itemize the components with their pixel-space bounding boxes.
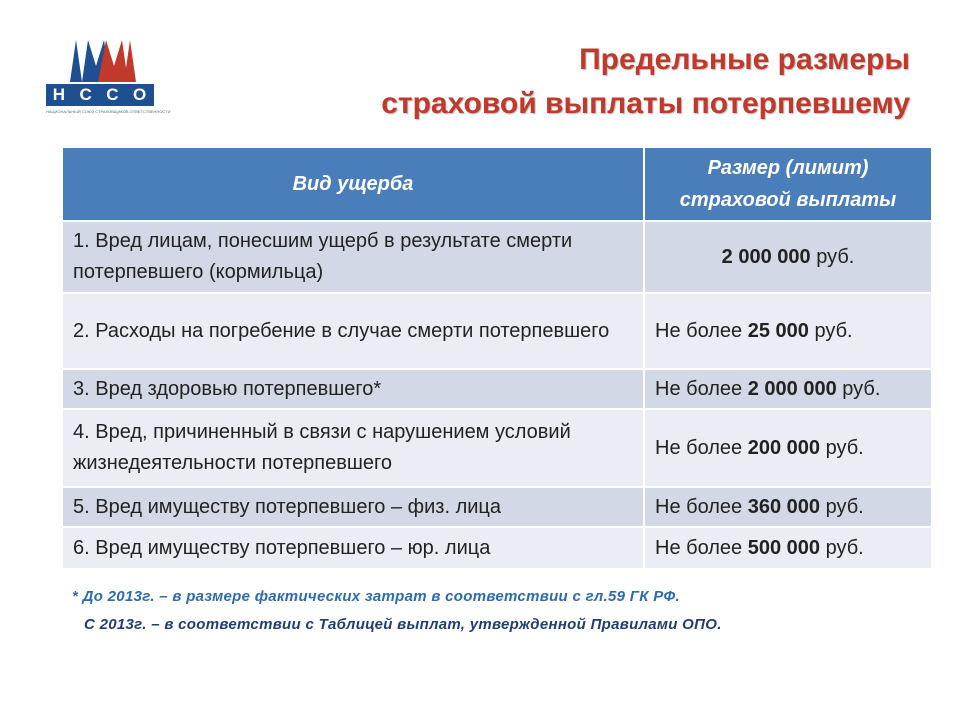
- limit-suffix: руб.: [820, 536, 864, 559]
- limit-prefix: Не более: [655, 319, 748, 342]
- damage-type-cell: 2. Расходы на погребение в случае смерти потерпевшего: [62, 293, 644, 369]
- limit-suffix: руб.: [836, 377, 881, 400]
- limit-prefix: Не более: [655, 377, 748, 400]
- table-row: [62, 221, 932, 293]
- limit-cell: [644, 369, 932, 409]
- table-row: [62, 409, 932, 487]
- damage-type-cell: 4. Вред, причиненный в связи с нарушением условий жизнедеятельности потерпевшего: [62, 409, 644, 487]
- logo-tagline: НАЦИОНАЛЬНЫЙ СОЮЗ СТРАХОВЩИКОВ ОТВЕТСТВЕННОСТИ: [46, 109, 171, 114]
- limit-amount: 25 000: [747, 319, 809, 342]
- page-title: [381, 38, 910, 126]
- title-line-2: страховой выплаты потерпевшему: [381, 87, 910, 120]
- limit-cell: [644, 527, 932, 569]
- limit-prefix: Не более: [655, 495, 748, 518]
- limit-amount: 500 000: [747, 536, 821, 559]
- limit-amount: 360 000: [747, 495, 821, 518]
- logo-letter: О: [132, 85, 148, 104]
- limit-suffix: руб.: [820, 436, 864, 459]
- footnote-line-2: С 2013г. – в соответствии с Таблицей выплат, утвержденной Правилами ОПО.: [84, 616, 722, 633]
- limit-amount: 200 000: [747, 436, 821, 459]
- table-row: [62, 527, 932, 569]
- logo-letter: С: [106, 85, 120, 104]
- limit-cell: [644, 409, 932, 487]
- limit-amount: 2 000 000: [721, 245, 811, 268]
- header-payout-line-1: Размер (лимит): [707, 157, 869, 179]
- logo-mark-icon: [68, 36, 138, 82]
- table-row: [62, 369, 932, 409]
- damage-type-cell: 5. Вред имуществу потерпевшего – физ. лица: [62, 487, 644, 527]
- footnote: [72, 583, 722, 639]
- table-row: [62, 487, 932, 527]
- logo-letter: С: [79, 85, 93, 104]
- logo-letter: Н: [52, 85, 67, 104]
- logo-letters: [46, 84, 154, 106]
- limit-cell: [644, 221, 932, 293]
- title-line-1: Предельные размеры: [579, 43, 910, 76]
- header-payout-limit: [644, 147, 932, 221]
- limit-prefix: Не более: [655, 436, 748, 459]
- limit-cell: [644, 487, 932, 527]
- damage-type-cell: 6. Вред имуществу потерпевшего – юр. лица: [62, 527, 644, 569]
- limit-amount: 2 000 000: [747, 377, 837, 400]
- limit-suffix: руб.: [810, 245, 855, 268]
- damage-type-cell: 1. Вред лицам, понесшим ущерб в результате смерти потерпевшего (кормильца): [62, 221, 644, 293]
- limit-prefix: Не более: [655, 536, 748, 559]
- limits-table: [61, 146, 933, 570]
- footnote-line-1: * До 2013г. – в размере фактических затрат в соответствии с гл.59 ГК РФ.: [72, 588, 681, 605]
- table-header-row: [62, 147, 932, 221]
- header-payout-line-2: страховой выплаты: [679, 189, 897, 211]
- nsso-logo: [46, 36, 171, 120]
- table-row: [62, 293, 932, 369]
- limit-cell: [644, 293, 932, 369]
- damage-type-cell: 3. Вред здоровью потерпевшего*: [62, 369, 644, 409]
- limit-suffix: руб.: [820, 495, 864, 518]
- header-damage-type: Вид ущерба: [62, 147, 644, 221]
- limit-suffix: руб.: [808, 319, 853, 342]
